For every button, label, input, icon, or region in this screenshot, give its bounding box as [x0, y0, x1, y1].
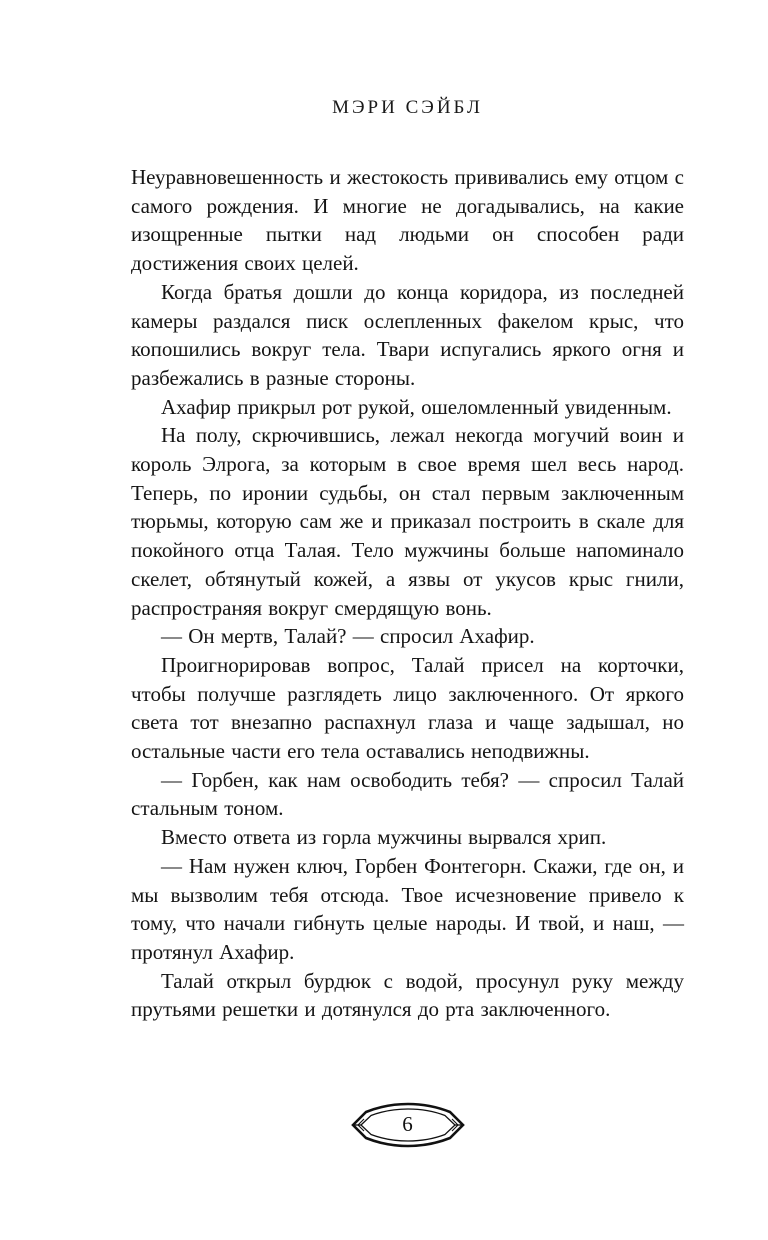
- paragraph: Неуравновешенность и жестокость прививались ему отцом с самого рождения. И многие не догадывались, на какие изощренные пытки над людьми он способен ради достижения своих целей.: [131, 165, 684, 276]
- paragraph: Ахафир прикрыл рот рукой, ошеломленный увиденным.: [161, 394, 672, 419]
- page-footer: [131, 1098, 684, 1152]
- page-body-text: [131, 163, 684, 1024]
- running-header-author: МЭРИ СЭЙБЛ: [332, 97, 483, 118]
- paragraph-dialogue: — Горбен, как нам освободить тебя? — спросил Талай стальным тоном.: [131, 767, 684, 821]
- paragraph-dialogue: — Он мертв, Талай? — спросил Ахафир.: [161, 624, 535, 649]
- paragraph: Когда братья дошли до конца коридора, из последней камеры раздался писк ослепленных факелом крыс, что копошились вокруг тела. Твари испугались яркого огня и разбежались в разные стороны.: [131, 279, 684, 390]
- paragraph: На полу, скрючившись, лежал некогда могучий воин и король Элрога, за которым в свое время шел весь народ. Теперь, по иронии судьбы, он стал первым заключенным тюрьмы, которую сам же и приказал построить в скале для покойного отца Талая. Тело мужчины больше напоминало скелет, обтянутый кожей, а язвы от укусов крыс гнили, распространяя вокруг смердящую вонь.: [131, 423, 684, 620]
- page-number: 6: [402, 1111, 413, 1136]
- paragraph: Талай открыл бурдюк с водой, просунул руку между прутьями решетки и дотянулся до рта заключенного.: [131, 968, 684, 1022]
- paragraph-dialogue: — Нам нужен ключ, Горбен Фонтегорн. Скажи, где он, и мы вызволим тебя отсюда. Твое исчезновение привело к тому, что начали гибнуть целые народы. И твой, и наш, — протянул Ахафир.: [131, 853, 684, 964]
- paragraph: Вместо ответа из горла мужчины вырвался хрип.: [161, 825, 607, 850]
- paragraph: Проигнорировав вопрос, Талай присел на корточки, чтобы получше разглядеть лицо заключенного. От яркого света тот внезапно распахнул глаза и чаще задышал, но остальные части его тела оставались неподвижны.: [131, 652, 684, 764]
- page-number-ornament-icon: [350, 1098, 466, 1152]
